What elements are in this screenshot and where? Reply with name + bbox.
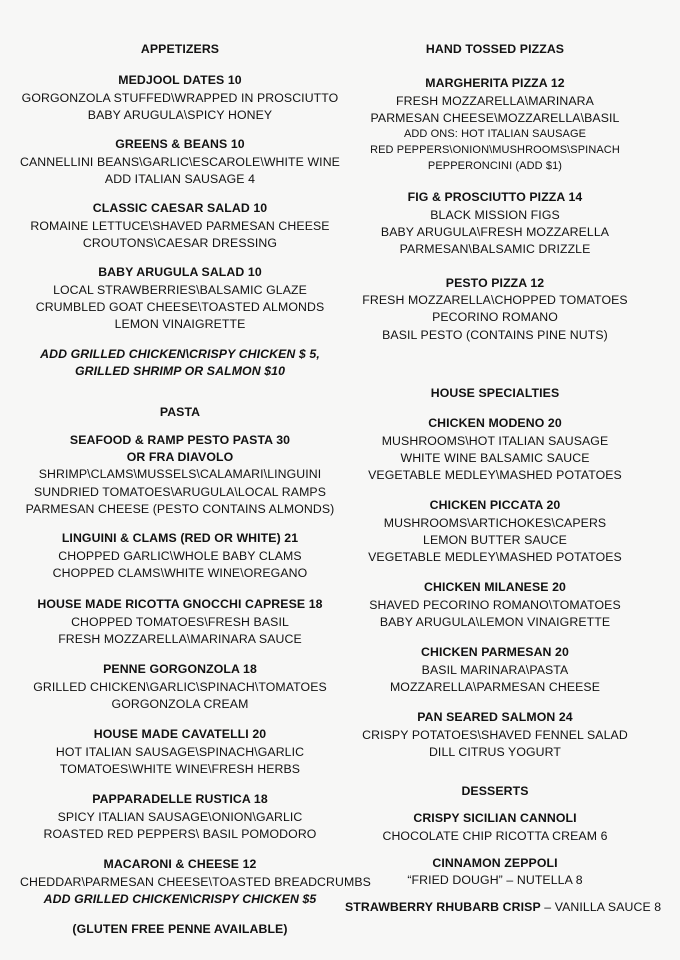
- arugula-desc-3: LEMON VINAIGRETTE: [114, 317, 246, 331]
- medjool-title: MEDJOOL DATES 10: [118, 73, 242, 87]
- pesto-desc-1: FRESH MOZZARELLA\CHOPPED TOMATOES: [362, 293, 628, 307]
- medjool-desc-1: GORGONZOLA STUFFED\WRAPPED IN PROSCIUTTO: [21, 91, 339, 105]
- greens-desc-1: CANNELLINI BEANS\GARLIC\ESCAROLE\WHITE WINE: [20, 155, 340, 169]
- parmesan-desc-2: MOZZARELLA\PARMESAN CHEESE: [389, 680, 601, 694]
- zeppoli-title: CINNAMON ZEPPOLI: [432, 856, 558, 870]
- specialties-heading: HOUSE SPECIALTIES: [430, 386, 560, 400]
- margherita-desc-2: PARMESAN CHEESE\MOZZARELLA\BASIL: [370, 111, 620, 125]
- margherita-title: MARGHERITA PIZZA 12: [425, 76, 565, 90]
- arugula-desc-1: LOCAL STRAWBERRIES\BALSAMIC GLAZE: [53, 283, 307, 297]
- gnocchi-desc-2: FRESH MOZZARELLA\MARINARA SAUCE: [58, 632, 302, 646]
- parmesan-desc-1: BASIL MARINARA\PASTA: [421, 663, 569, 677]
- pesto-desc-3: BASIL PESTO (CONTAINS PINE NUTS): [382, 328, 608, 342]
- arugula-title: BABY ARUGULA SALAD 10: [98, 265, 262, 279]
- crisp-desc: – VANILLA SAUCE 8: [540, 900, 662, 914]
- pesto-desc-2: PECORINO ROMANO: [432, 310, 558, 324]
- linguini-desc-2: CHOPPED CLAMS\WHITE WINE\OREGANO: [52, 566, 308, 580]
- salmon-desc-2: DILL CITRUS YOGURT: [428, 745, 562, 759]
- macaroni-desc-1: CHEDDAR\PARMESAN CHEESE\TOASTED BREADCRUMBS: [20, 875, 371, 889]
- margherita-addon-3: PEPPERONCINI (ADD $1): [427, 160, 563, 172]
- pesto-title: PESTO PIZZA 12: [445, 276, 545, 290]
- cannoli-title: CRISPY SICILIAN CANNOLI: [413, 811, 577, 825]
- fig-desc-3: PARMESAN\BALSAMIC DRIZZLE: [399, 242, 591, 256]
- linguini-desc-1: CHOPPED GARLIC\WHOLE BABY CLAMS: [58, 549, 302, 563]
- fig-desc-1: BLACK MISSION FIGS: [430, 208, 560, 222]
- margherita-addon-2: RED PEPPERS\ONION\MUSHROOMS\SPINACH: [370, 144, 620, 156]
- cavatelli-desc-2: TOMATOES\WHITE WINE\FRESH HERBS: [59, 762, 301, 776]
- greens-desc-2: ADD ITALIAN SAUSAGE 4: [104, 172, 256, 186]
- medjool-desc-2: BABY ARUGULA\SPICY HONEY: [87, 108, 273, 122]
- gnocchi-desc-1: CHOPPED TOMATOES\FRESH BASIL: [71, 615, 289, 629]
- piccata-desc-3: VEGETABLE MEDLEY\MASHED POTATOES: [368, 550, 622, 564]
- desserts-heading: DESSERTS: [461, 784, 529, 798]
- zeppoli-desc: “FRIED DOUGH” – NUTELLA 8: [407, 873, 583, 887]
- milanese-title: CHICKEN MILANESE 20: [424, 580, 566, 594]
- appetizer-addon-1: ADD GRILLED CHICKEN\CRISPY CHICKEN $ 5,: [40, 347, 320, 361]
- cavatelli-desc-1: HOT ITALIAN SAUSAGE\SPINACH\GARLIC: [55, 745, 305, 759]
- margherita-desc-1: FRESH MOZZARELLA\MARINARA: [396, 94, 594, 108]
- milanese-desc-2: BABY ARUGULA\LEMON VINAIGRETTE: [379, 615, 611, 629]
- cavatelli-title: HOUSE MADE CAVATELLI 20: [93, 727, 267, 741]
- fig-title: FIG & PROSCIUTTO PIZZA 14: [407, 190, 583, 204]
- salmon-desc-1: CRISPY POTATOES\SHAVED FENNEL SALAD: [362, 728, 628, 742]
- pasta-heading: PASTA: [159, 405, 201, 419]
- crisp-title: STRAWBERRY RHUBARB CRISP: [345, 900, 541, 914]
- fig-desc-2: BABY ARUGULA\FRESH MOZZARELLA: [380, 225, 610, 239]
- gluten-free-note: (GLUTEN FREE PENNE AVAILABLE): [72, 922, 288, 936]
- salmon-title: PAN SEARED SALMON 24: [417, 710, 573, 724]
- appetizer-addon-2: GRILLED SHRIMP OR SALMON $10: [74, 364, 286, 378]
- seafood-title-2: OR FRA DIAVOLO: [126, 450, 234, 464]
- pizzas-heading: HAND TOSSED PIZZAS: [425, 42, 565, 56]
- piccata-title: CHICKEN PICCATA 20: [429, 498, 561, 512]
- modeno-desc-2: WHITE WINE BALSAMIC SAUCE: [400, 451, 590, 465]
- modeno-desc-1: MUSHROOMS\HOT ITALIAN SAUSAGE: [381, 434, 609, 448]
- milanese-desc-1: SHAVED PECORINO ROMANO\TOMATOES: [369, 598, 621, 612]
- macaroni-title: MACARONI & CHEESE 12: [103, 857, 257, 871]
- appetizers-heading: APPETIZERS: [140, 42, 220, 56]
- piccata-desc-2: LEMON BUTTER SAUCE: [423, 533, 567, 547]
- caesar-desc-2: CROUTONS\CAESAR DRESSING: [82, 236, 278, 250]
- papparadelle-desc-1: SPICY ITALIAN SAUSAGE\ONION\GARLIC: [57, 810, 303, 824]
- seafood-title-1: SEAFOOD & RAMP PESTO PASTA 30: [69, 433, 291, 447]
- parmesan-title: CHICKEN PARMESAN 20: [421, 645, 569, 659]
- piccata-desc-1: MUSHROOMS\ARTICHOKES\CAPERS: [383, 516, 607, 530]
- papparadelle-title: PAPPARADELLE RUSTICA 18: [92, 792, 268, 806]
- linguini-title: LINGUINI & CLAMS (RED OR WHITE) 21: [61, 531, 299, 545]
- caesar-title: CLASSIC CAESAR SALAD 10: [92, 201, 268, 215]
- penne-title: PENNE GORGONZOLA 18: [103, 662, 257, 676]
- modeno-desc-3: VEGETABLE MEDLEY\MASHED POTATOES: [368, 468, 622, 482]
- modeno-title: CHICKEN MODENO 20: [428, 416, 562, 430]
- macaroni-addon: ADD GRILLED CHICKEN\CRISPY CHICKEN $5: [43, 892, 317, 906]
- margherita-addon-1: ADD ONS: HOT ITALIAN SAUSAGE: [403, 128, 587, 140]
- seafood-desc-1: SHRIMP\CLAMS\MUSSELS\CALAMARI\LINGUINI: [38, 467, 322, 481]
- crisp-line: [345, 900, 662, 915]
- seafood-desc-3: PARMESAN CHEESE (PESTO CONTAINS ALMONDS): [25, 502, 335, 516]
- caesar-desc-1: ROMAINE LETTUCE\SHAVED PARMESAN CHEESE: [30, 219, 330, 233]
- arugula-desc-2: CRUMBLED GOAT CHEESE\TOASTED ALMONDS: [35, 300, 325, 314]
- greens-title: GREENS & BEANS 10: [115, 137, 245, 151]
- penne-desc-2: GORGONZOLA CREAM: [111, 697, 249, 711]
- cannoli-desc: CHOCOLATE CHIP RICOTTA CREAM 6: [382, 829, 608, 843]
- penne-desc-1: GRILLED CHICKEN\GARLIC\SPINACH\TOMATOES: [33, 680, 327, 694]
- seafood-desc-2: SUNDRIED TOMATOES\ARUGULA\LOCAL RAMPS: [33, 485, 327, 499]
- gnocchi-title: HOUSE MADE RICOTTA GNOCCHI CAPRESE 18: [37, 597, 323, 611]
- papparadelle-desc-2: ROASTED RED PEPPERS\ BASIL POMODORO: [43, 827, 317, 841]
